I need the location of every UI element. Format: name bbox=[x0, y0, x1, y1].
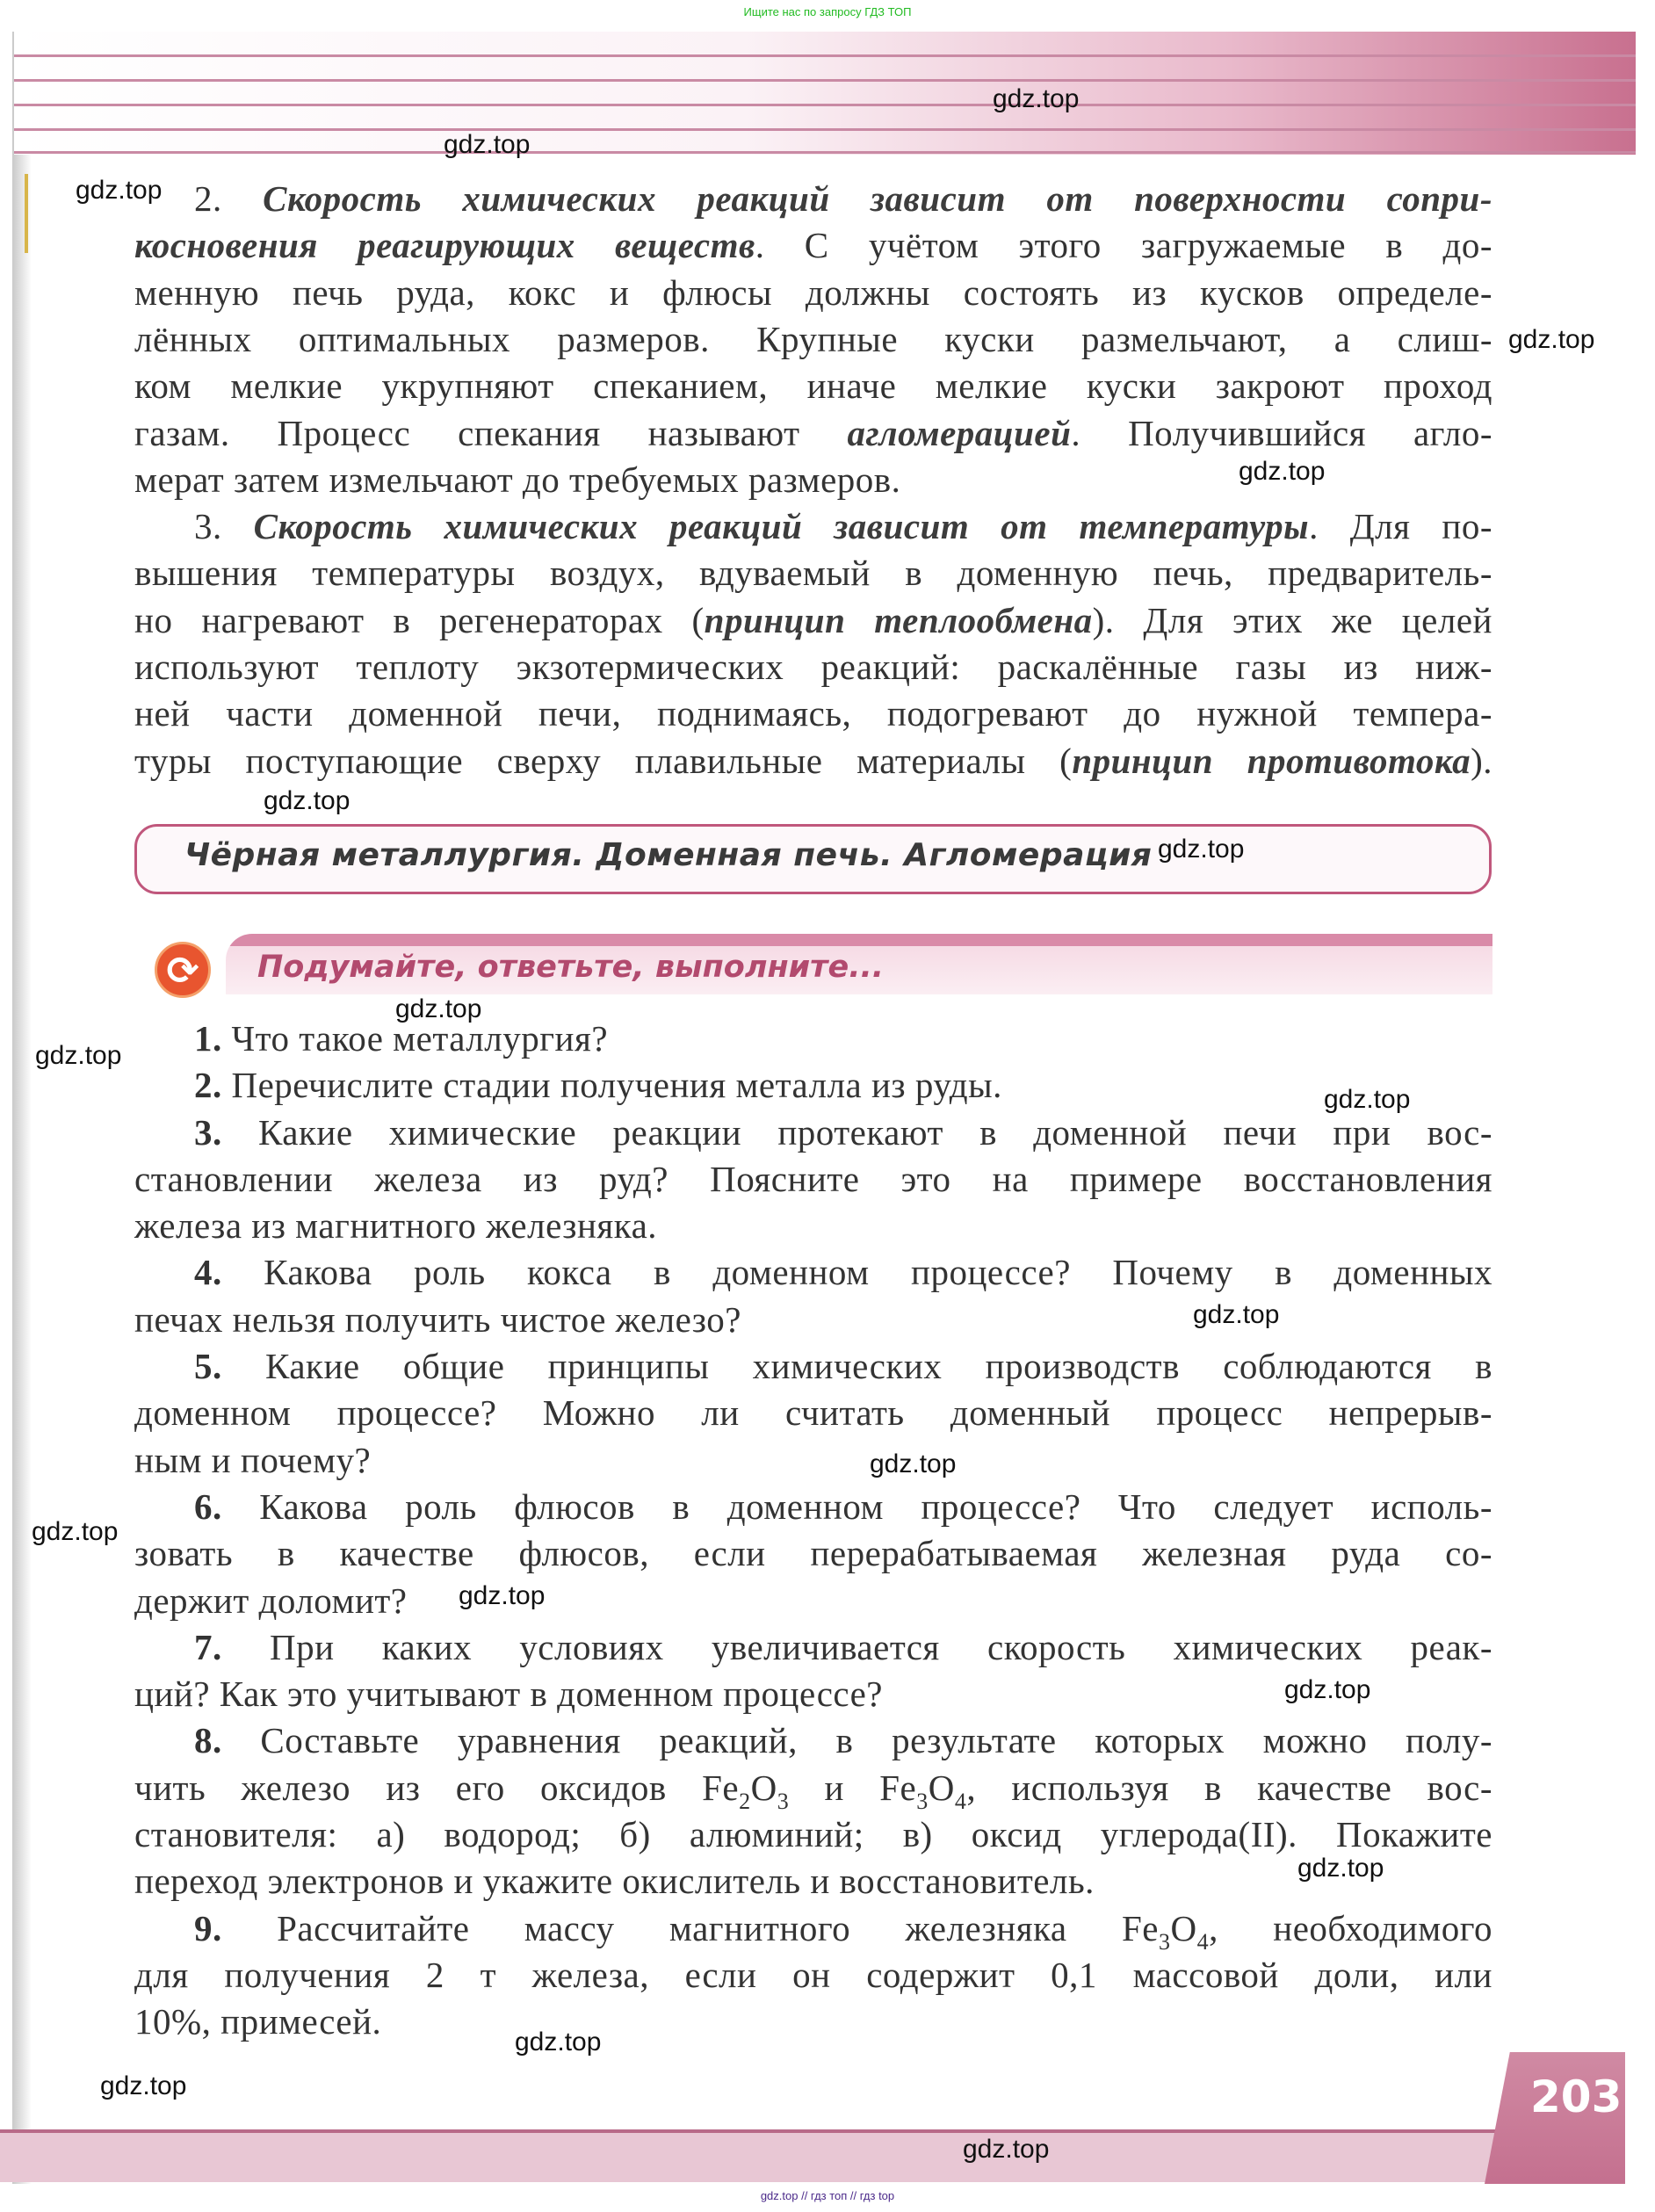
subscript: 3 bbox=[777, 1789, 790, 1814]
text-line bbox=[134, 597, 1492, 644]
text-run: чить железо из его оксидов Fe bbox=[134, 1767, 740, 1808]
page-footer-band bbox=[0, 2129, 1625, 2182]
text-run: доменном процессе? Можно ли считать доменный процесс непрерыв- bbox=[134, 1392, 1492, 1433]
text-line bbox=[194, 503, 1492, 550]
subscript: 4 bbox=[1196, 1929, 1210, 1955]
text-line bbox=[134, 222, 1492, 269]
topic-keywords-box bbox=[134, 824, 1492, 894]
text-run: печах нельзя получить чистое железо? bbox=[134, 1299, 741, 1340]
text-line bbox=[134, 738, 1492, 784]
text-run: держит доломит? bbox=[134, 1580, 408, 1621]
text-run: . С учётом этого загружаемые в до- bbox=[755, 225, 1493, 265]
text-run: Какова роль кокса в доменном процессе? Почему в доменных bbox=[221, 1252, 1492, 1292]
watermark: gdz.top bbox=[76, 176, 163, 205]
text-line bbox=[134, 1952, 1492, 1999]
text-line bbox=[194, 1343, 1492, 1390]
text-run: При каких условиях увеличивается скорость химических реак- bbox=[221, 1627, 1492, 1667]
text-line bbox=[134, 1765, 1492, 1814]
subscript: 4 bbox=[954, 1789, 967, 1814]
text-line bbox=[134, 363, 1492, 409]
text-line bbox=[134, 1578, 1492, 1624]
text-line bbox=[194, 176, 1492, 222]
text-line bbox=[134, 1390, 1492, 1436]
question-number: 5. bbox=[194, 1346, 222, 1386]
text-run: O bbox=[1170, 1908, 1197, 1948]
text-line bbox=[194, 1717, 1492, 1764]
text-line bbox=[194, 1110, 1492, 1156]
page-header-band bbox=[14, 32, 1636, 155]
text-line bbox=[194, 1624, 1492, 1671]
text-run: становителя: а) водород; б) алюминий; в) оксид углерода(II). Покажите bbox=[134, 1814, 1492, 1854]
text-line bbox=[134, 1530, 1492, 1577]
text-run: ным и почему? bbox=[134, 1440, 372, 1480]
text-line bbox=[194, 1249, 1492, 1296]
watermark: gdz.top bbox=[1158, 835, 1245, 864]
watermark: gdz.top bbox=[963, 2135, 1050, 2164]
text-run: железа из магнитного железняка. bbox=[134, 1205, 658, 1246]
question-number: 6. bbox=[194, 1486, 222, 1527]
watermark: gdz.top bbox=[395, 994, 482, 1023]
watermark: gdz.top bbox=[515, 2028, 602, 2057]
watermark: gdz.top bbox=[35, 1041, 122, 1070]
question-number: 9. bbox=[194, 1908, 222, 1948]
page-spine-shadow bbox=[12, 32, 32, 2184]
question-number: 2. bbox=[194, 1065, 222, 1105]
text-run: Какие общие принципы химических производств соблюдаются в bbox=[221, 1346, 1492, 1386]
text-run: O bbox=[928, 1767, 955, 1808]
question-number: 1. bbox=[194, 1018, 222, 1059]
section-title: Подумайте, ответьте, выполните... bbox=[257, 950, 885, 985]
top-search-note: Ищите нас по запросу ГДЗ ТОП bbox=[743, 5, 912, 18]
text-run: 3. bbox=[194, 506, 254, 546]
watermark: gdz.top bbox=[1297, 1854, 1384, 1883]
text-line bbox=[134, 644, 1492, 690]
question-number: 4. bbox=[194, 1252, 222, 1292]
text-run: принцип противотока bbox=[1072, 741, 1471, 781]
subscript: 2 bbox=[739, 1789, 751, 1814]
watermark: gdz.top bbox=[1324, 1085, 1411, 1114]
subscript: 3 bbox=[1159, 1929, 1171, 1955]
text-line bbox=[134, 1297, 1492, 1343]
text-run: ком мелкие укрупняют спеканием, иначе мелкие куски закроют проход bbox=[134, 365, 1492, 406]
watermark: gdz.top bbox=[444, 130, 531, 159]
text-run: косновения реагирующих веществ bbox=[134, 225, 755, 265]
text-run: менную печь руда, кокс и флюсы должны состоять из кусков определе- bbox=[134, 272, 1492, 313]
text-run: становлении железа из руд? Поясните это на примере восстановления bbox=[134, 1159, 1492, 1199]
page-number: 203 bbox=[1530, 2071, 1622, 2122]
watermark: gdz.top bbox=[870, 1449, 957, 1478]
text-line bbox=[134, 690, 1492, 737]
text-run: Что такое металлургия? bbox=[221, 1018, 609, 1059]
text-run: лённых оптимальных размеров. Крупные куски размельчают, а слиш- bbox=[134, 319, 1492, 359]
watermark: gdz.top bbox=[1284, 1675, 1371, 1704]
text-run: , необходимого bbox=[1209, 1908, 1492, 1948]
text-line bbox=[194, 1062, 1492, 1109]
text-run: Скорость химических реакций зависит от поверхности сопри- bbox=[263, 178, 1492, 219]
text-run: зовать в качестве флюсов, если перерабатываемая железная руда со- bbox=[134, 1533, 1492, 1573]
text-line bbox=[134, 1858, 1492, 1905]
watermark: gdz.top bbox=[32, 1517, 119, 1546]
text-line bbox=[194, 1484, 1492, 1530]
watermark: gdz.top bbox=[264, 786, 351, 815]
text-run: . Получившийся агло- bbox=[1071, 413, 1492, 453]
refresh-cycle-icon: ⟳ bbox=[155, 942, 211, 998]
watermark: gdz.top bbox=[100, 2071, 187, 2100]
text-run: используют теплоту экзотермических реакций: раскалённые газы из ниж- bbox=[134, 647, 1492, 687]
question-number: 8. bbox=[194, 1720, 222, 1760]
text-line bbox=[134, 1156, 1492, 1203]
text-run: , используя в качестве вос- bbox=[966, 1767, 1492, 1808]
text-run: Рассчитайте массу магнитного железняка Fe bbox=[221, 1908, 1160, 1948]
text-run: мерат затем измельчают до требуемых размеров. bbox=[134, 459, 901, 500]
subscript: 3 bbox=[916, 1789, 929, 1814]
text-line bbox=[134, 410, 1492, 457]
bottom-site-note: gdz.top // гдз топ // гдз top bbox=[760, 2189, 895, 2202]
text-run: ций? Как это учитывают в доменном процессе? bbox=[134, 1673, 883, 1714]
text-run: переход электронов и укажите окислитель и восстановитель. bbox=[134, 1861, 1095, 1901]
text-run: ). Для этих же целей bbox=[1092, 600, 1492, 640]
text-line bbox=[134, 1203, 1492, 1249]
question-number: 3. bbox=[194, 1112, 222, 1153]
text-run: газам. Процесс спекания называют bbox=[134, 413, 848, 453]
text-run: но нагревают в регенераторах ( bbox=[134, 600, 705, 640]
text-run: 10%, примесей. bbox=[134, 2001, 382, 2042]
text-line bbox=[134, 270, 1492, 316]
text-run: туры поступающие сверху плавильные материалы ( bbox=[134, 741, 1073, 781]
text-line bbox=[134, 316, 1492, 363]
text-line bbox=[134, 550, 1492, 596]
text-run: Перечислите стадии получения металла из руды. bbox=[221, 1065, 1002, 1105]
watermark: gdz.top bbox=[459, 1581, 546, 1610]
text-run: принцип теплообмена bbox=[704, 600, 1093, 640]
text-line bbox=[194, 1905, 1492, 1955]
text-run: Какова роль флюсов в доменном процессе? Что следует исполь- bbox=[221, 1486, 1492, 1527]
text-run: . Для по- bbox=[1309, 506, 1493, 546]
watermark: gdz.top bbox=[1239, 457, 1326, 486]
watermark: gdz.top bbox=[993, 84, 1080, 113]
text-run: O bbox=[750, 1767, 777, 1808]
topic-keywords: Чёрная металлургия. Доменная печь. Агломерация bbox=[184, 837, 1153, 873]
text-run: агломерацией bbox=[847, 413, 1072, 453]
watermark: gdz.top bbox=[1508, 325, 1595, 354]
text-run: Составьте уравнения реакций, в результате которых можно полу- bbox=[221, 1720, 1492, 1760]
text-run: Какие химические реакции протекают в доменной печи при вос- bbox=[221, 1112, 1492, 1153]
question-number: 7. bbox=[194, 1627, 222, 1667]
text-run: вышения температуры воздух, вдуваемый в доменную печь, предваритель- bbox=[134, 553, 1492, 593]
text-run: ). bbox=[1471, 741, 1492, 781]
text-run: ней части доменной печи, поднимаясь, подогревают до нужной темпера- bbox=[134, 693, 1492, 734]
text-run: и Fe bbox=[789, 1767, 917, 1808]
text-line bbox=[134, 1811, 1492, 1858]
margin-marker bbox=[25, 174, 28, 253]
watermark: gdz.top bbox=[1193, 1300, 1280, 1329]
text-run: Скорость химических реакций зависит от температуры bbox=[253, 506, 1310, 546]
text-line bbox=[134, 1999, 1492, 2045]
text-run: для получения 2 т железа, если он содержит 0,1 массовой доли, или bbox=[134, 1955, 1492, 1995]
text-run: 2. bbox=[194, 178, 264, 219]
section-header-bar bbox=[226, 934, 1492, 994]
text-line bbox=[194, 1016, 1492, 1062]
text-line bbox=[134, 1437, 1492, 1484]
